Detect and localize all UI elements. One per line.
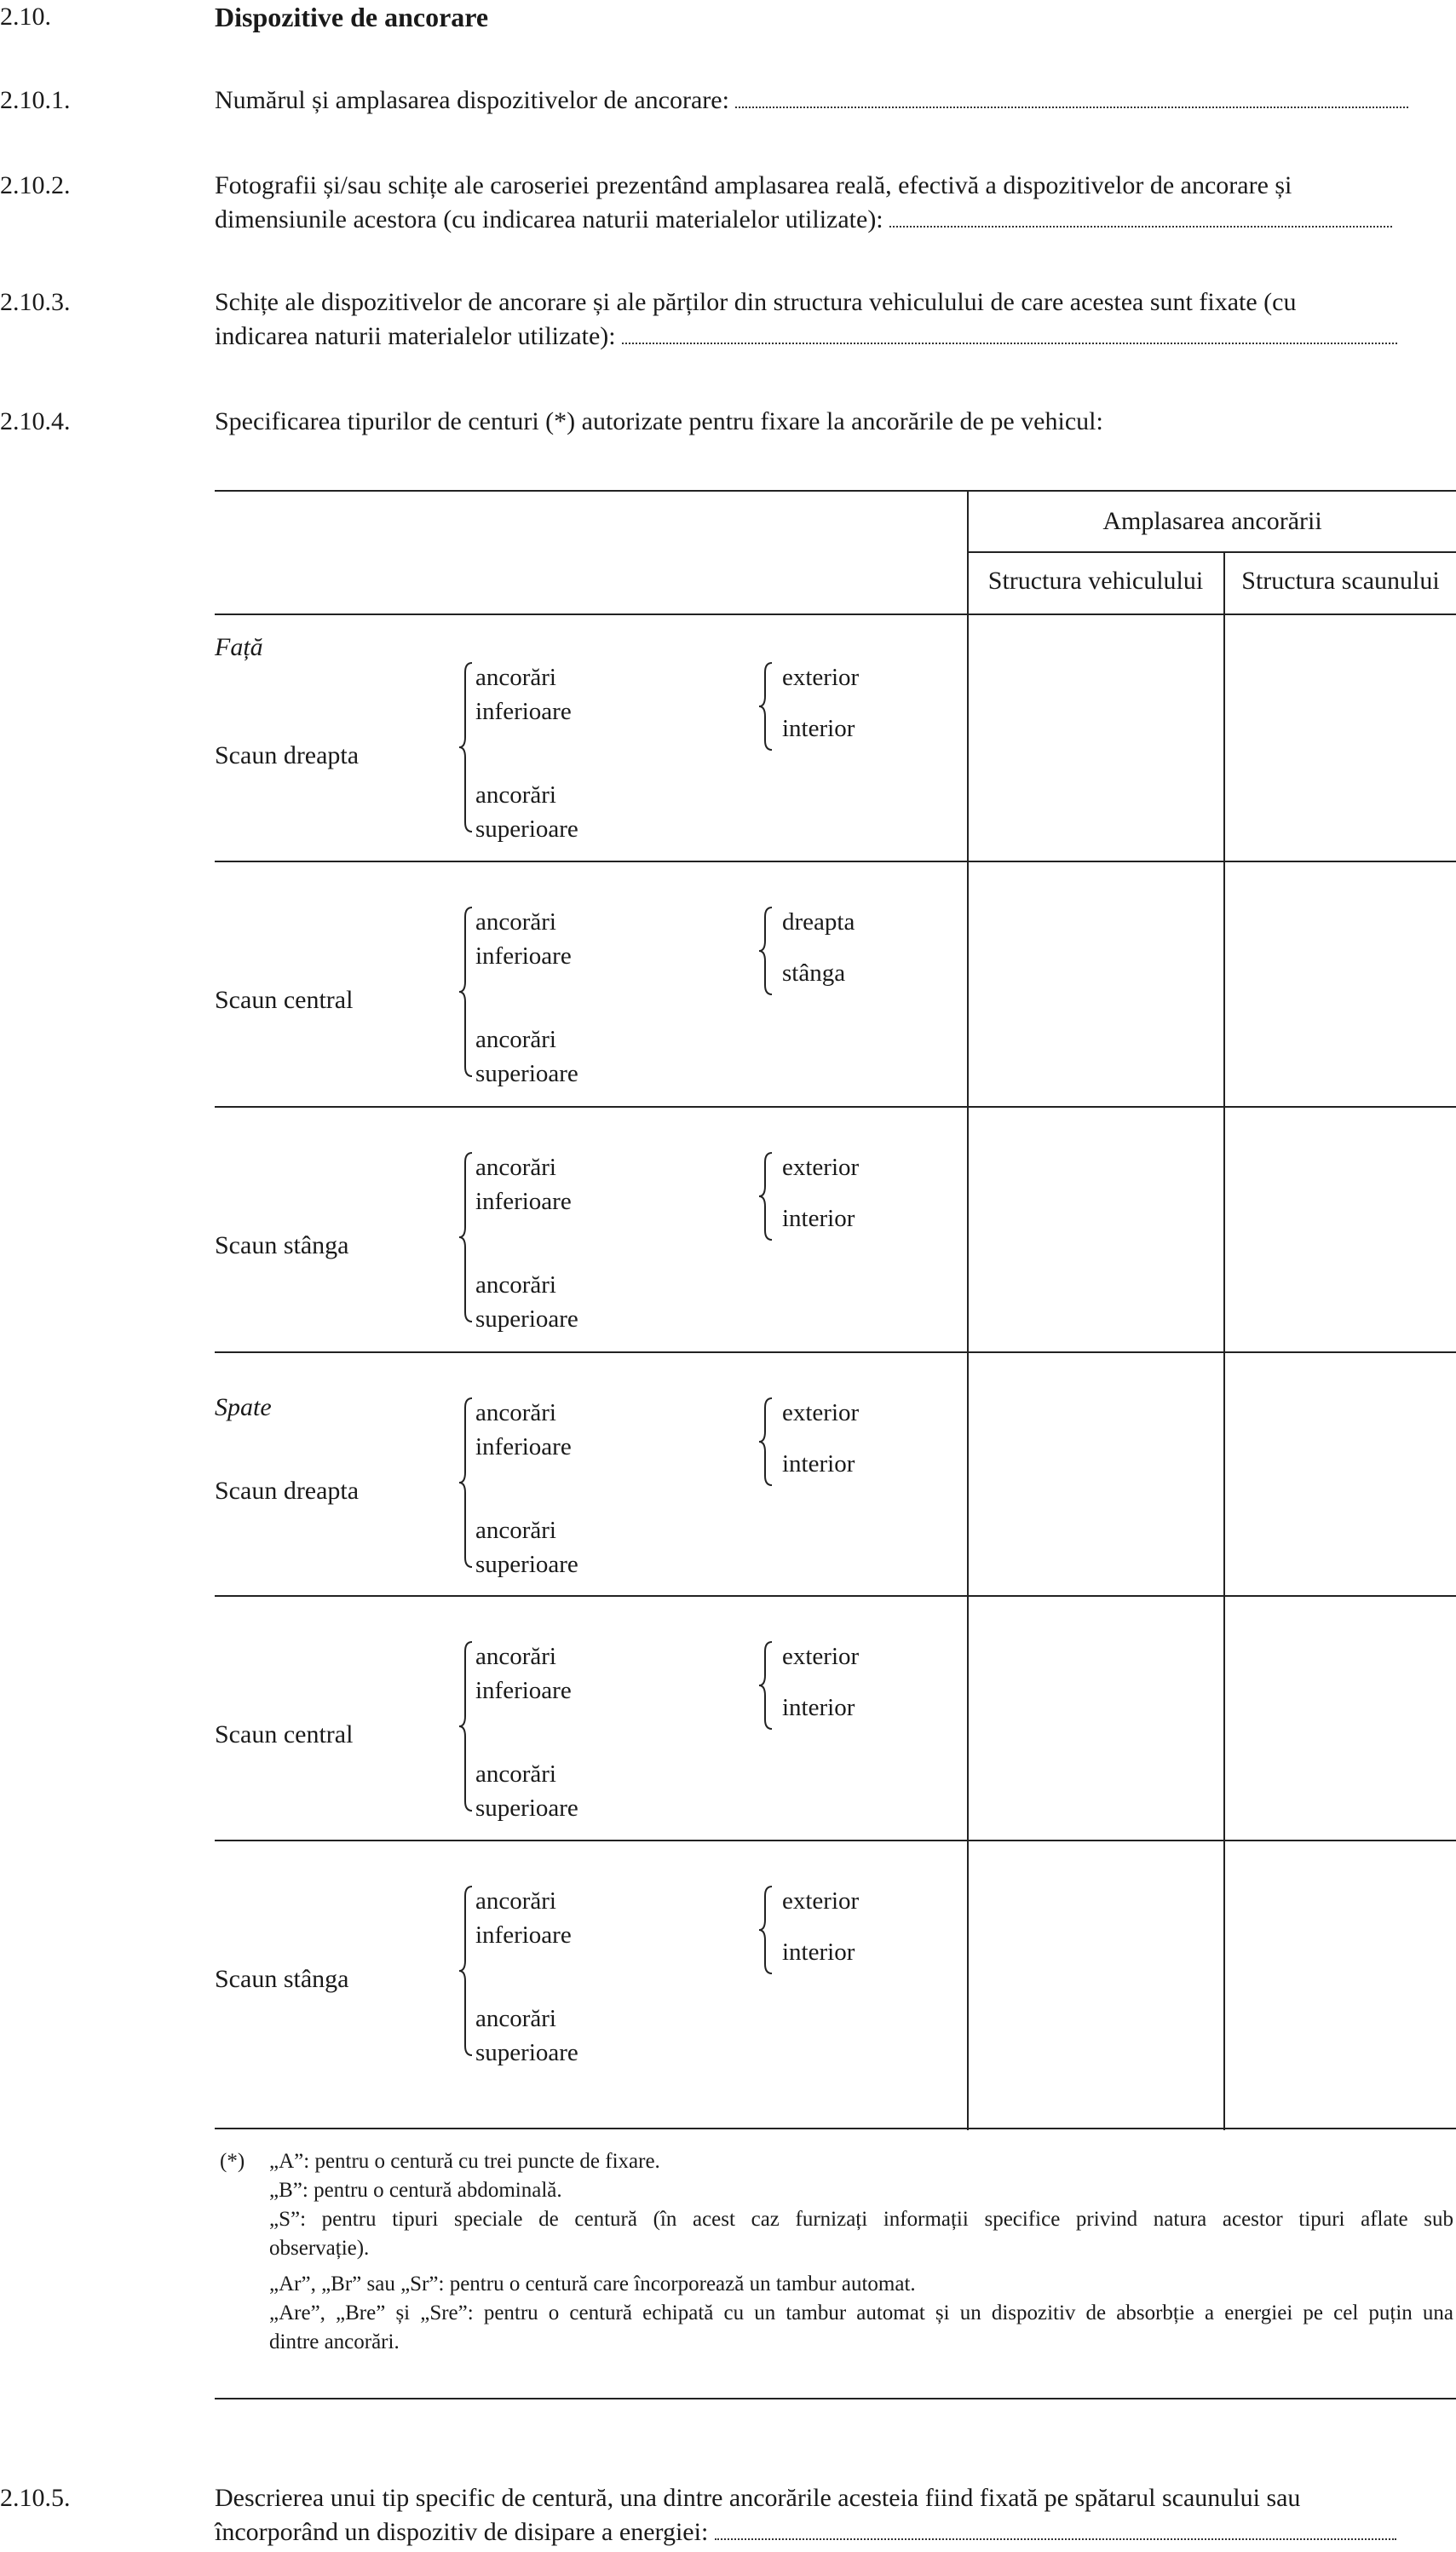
table-top-rule xyxy=(215,490,1456,492)
anchor-upper-1: ancorări xyxy=(475,1517,556,1544)
row-rule xyxy=(215,861,1456,862)
anchor-upper-2: superioare xyxy=(475,2039,578,2066)
option-brace-path xyxy=(759,1887,772,1973)
item-line: Numărul și amplasarea dispozitivelor de ancorare: xyxy=(215,86,736,114)
option-1: exterior xyxy=(782,1643,860,1670)
option-2: interior xyxy=(782,715,855,742)
anchor-upper-1: ancorări xyxy=(475,1760,556,1788)
seat-label: Scaun stânga xyxy=(215,1231,349,1259)
header-group: Amplasarea ancorării xyxy=(1102,507,1322,535)
item-line: Descrierea unui tip specific de centură, una dintre ancorările acesteia fiind fixată pe spătarul scaunului sau xyxy=(215,2484,1301,2512)
anchor-upper-2: superioare xyxy=(475,1794,578,1822)
row-rule xyxy=(215,1595,1456,1597)
header-col-seat: Structura scaunului xyxy=(1241,567,1440,595)
table-bottom-rule xyxy=(215,2128,1456,2129)
option-brace-path xyxy=(759,907,772,994)
seat-brace xyxy=(457,1886,475,2056)
option-brace xyxy=(757,1641,775,1730)
row-rule xyxy=(215,1351,1456,1353)
anchor-upper-1: ancorări xyxy=(475,1271,556,1299)
header-rule xyxy=(968,551,1456,553)
option-1: exterior xyxy=(782,1154,860,1181)
option-brace-path xyxy=(759,663,772,750)
seat-brace-path xyxy=(459,1887,472,2055)
item-number: 2.10.3. xyxy=(0,288,71,316)
footnote-rule xyxy=(215,2398,1456,2399)
option-brace xyxy=(757,1397,775,1486)
footnote-line: „B”: pentru o centură abdominală. xyxy=(269,2179,562,2202)
seat-brace xyxy=(457,1641,475,1812)
anchor-upper-2: superioare xyxy=(475,1060,578,1087)
footnote-line: „S”: pentru tipuri speciale de centură (în acest caz furnizați informații specifice privind natura acestor tipuri aflate sub xyxy=(269,2208,1453,2231)
row-rule xyxy=(215,1106,1456,1108)
dotted-fill xyxy=(715,2538,1396,2540)
anchor-lower-1: ancorări xyxy=(475,1887,556,1915)
anchor-lower-1: ancorări xyxy=(475,908,556,936)
option-brace xyxy=(757,1152,775,1241)
anchor-lower-2: inferioare xyxy=(475,942,572,970)
item-number: 2.10.4. xyxy=(0,407,71,435)
seat-brace xyxy=(457,907,475,1077)
item-number: 2.10.1. xyxy=(0,86,71,114)
footnote-marker: (*) xyxy=(220,2150,245,2173)
anchor-upper-1: ancorări xyxy=(475,781,556,809)
item-line: Fotografii și/sau schițe ale caroseriei prezentând amplasarea reală, efectivă a dispozitivelor de ancorare și xyxy=(215,171,1292,199)
seat-brace-path xyxy=(459,1642,472,1811)
seat-brace-path xyxy=(459,907,472,1076)
seat-label: Scaun dreapta xyxy=(215,1477,360,1505)
col-divider-2 xyxy=(1223,552,1225,2130)
anchor-upper-2: superioare xyxy=(475,1305,578,1333)
option-brace-path xyxy=(759,1642,772,1729)
item-line: încorporând un dispozitiv de disipare a energiei: xyxy=(215,2518,715,2546)
section-title: Dispozitive de ancorare xyxy=(215,2,489,32)
anchor-upper-2: superioare xyxy=(475,1551,578,1578)
option-brace xyxy=(757,1886,775,1974)
footnote-line: dintre ancorări. xyxy=(269,2330,400,2353)
anchor-lower-2: inferioare xyxy=(475,1188,572,1215)
option-brace-path xyxy=(759,1153,772,1240)
option-1: exterior xyxy=(782,1887,860,1915)
option-1: dreapta xyxy=(782,908,855,936)
header-col-vehicle: Structura vehiculului xyxy=(987,567,1204,595)
header-bottom-rule xyxy=(215,614,1456,615)
item-line: Specificarea tipurilor de centuri (*) autorizate pentru fixare la ancorările de pe vehicul: xyxy=(215,407,1103,435)
footnote-line: „A”: pentru o centură cu trei puncte de fixare. xyxy=(269,2150,660,2173)
option-1: exterior xyxy=(782,1399,860,1426)
option-brace xyxy=(757,662,775,751)
option-brace xyxy=(757,907,775,995)
seat-brace xyxy=(457,1152,475,1322)
item-text xyxy=(215,2481,1452,2549)
anchor-lower-2: inferioare xyxy=(475,1677,572,1704)
option-2: interior xyxy=(782,1450,855,1478)
item-line: indicarea naturii materialelor utilizate): xyxy=(215,322,623,350)
seat-label: Scaun central xyxy=(215,1720,354,1748)
seat-brace xyxy=(457,662,475,832)
seat-brace-path xyxy=(459,1398,472,1567)
anchor-lower-1: ancorări xyxy=(475,1154,556,1181)
seat-brace-path xyxy=(459,1153,472,1322)
anchor-lower-2: inferioare xyxy=(475,1921,572,1949)
seat-brace xyxy=(457,1397,475,1568)
anchor-lower-2: inferioare xyxy=(475,698,572,725)
front-label: Față xyxy=(215,633,263,661)
footnote-line: „Ar”, „Br” sau „Sr”: pentru o centură care încorporează un tambur automat. xyxy=(269,2273,916,2296)
col-divider-1 xyxy=(967,490,969,2130)
section-number: 2.10. xyxy=(0,3,51,31)
item-line: Schițe ale dispozitivelor de ancorare și ale părților din structura vehiculului de care acestea sunt fixate (cu xyxy=(215,288,1297,316)
item-number: 2.10.5. xyxy=(0,2484,71,2512)
seat-label: Scaun central xyxy=(215,986,354,1014)
anchor-upper-1: ancorări xyxy=(475,2005,556,2032)
footnote-line: „Are”, „Bre” și „Sre”: pentru o centură echipată cu un tambur automat și un dispozitiv de absorbție a energiei pe cel puțin una xyxy=(269,2301,1453,2324)
option-2: stânga xyxy=(782,959,846,987)
anchor-lower-2: inferioare xyxy=(475,1433,572,1460)
item-number: 2.10.2. xyxy=(0,171,71,199)
anchor-upper-2: superioare xyxy=(475,815,578,843)
option-brace-path xyxy=(759,1398,772,1485)
rear-label: Spate xyxy=(215,1393,272,1421)
option-2: interior xyxy=(782,1938,855,1966)
option-2: interior xyxy=(782,1694,855,1721)
anchor-lower-1: ancorări xyxy=(475,1399,556,1426)
anchor-lower-1: ancorări xyxy=(475,664,556,691)
footnote-block xyxy=(269,2147,1453,2357)
row-rule xyxy=(215,1840,1456,1841)
seat-label: Scaun stânga xyxy=(215,1965,349,1993)
seat-label: Scaun dreapta xyxy=(215,741,360,769)
anchor-upper-1: ancorări xyxy=(475,1026,556,1053)
anchor-lower-1: ancorări xyxy=(475,1643,556,1670)
option-2: interior xyxy=(782,1205,855,1232)
option-1: exterior xyxy=(782,664,860,691)
item-line: dimensiunile acestora (cu indicarea naturii materialelor utilizate): xyxy=(215,205,890,233)
seat-brace-path xyxy=(459,663,472,832)
footnote-line: observație). xyxy=(269,2237,370,2260)
